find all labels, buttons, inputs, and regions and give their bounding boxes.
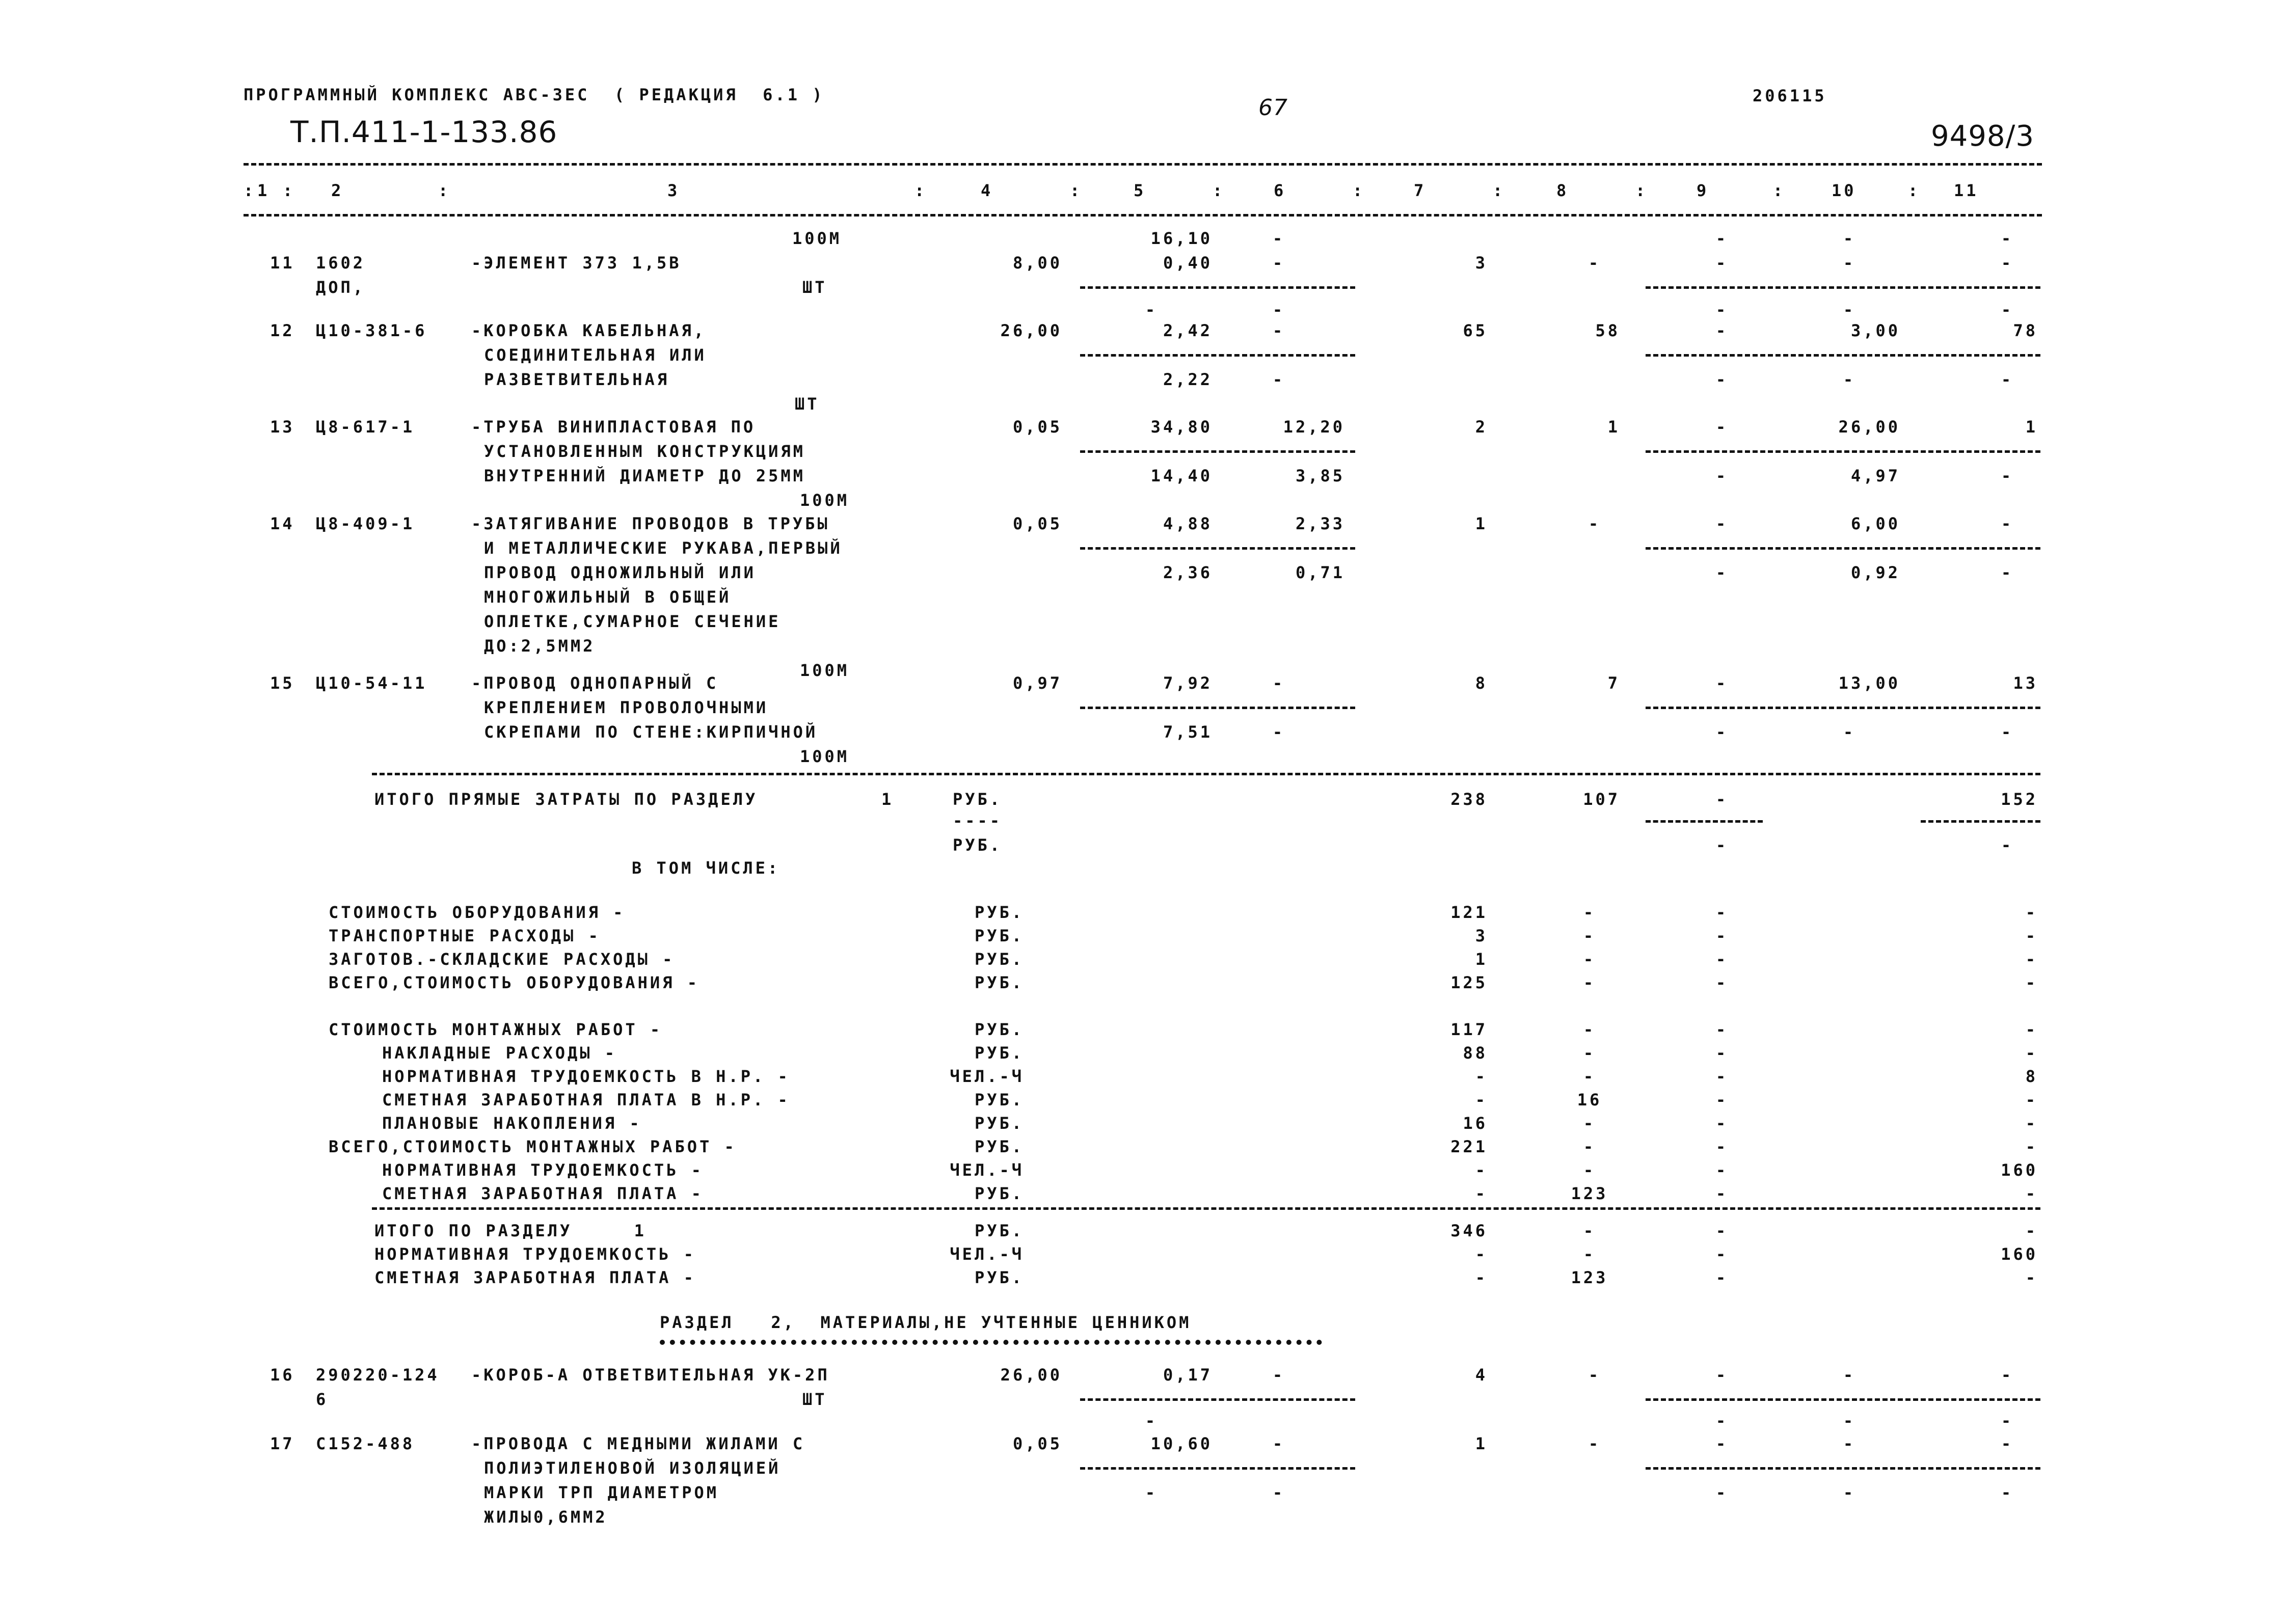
cell-c7: 346 — [1450, 1221, 1488, 1240]
row-name: МАРКИ ТРП ДИАМЕТРОМ — [484, 1483, 719, 1502]
cell-c7: 65 — [1463, 321, 1488, 340]
unit: РУБ. — [974, 950, 1024, 969]
cell-c9: - — [1715, 1020, 1729, 1039]
cell-c4: 26,00 — [1000, 1365, 1062, 1385]
row-code: Ц10-54-11 — [316, 673, 427, 693]
cell-c11: - — [2025, 926, 2038, 945]
page-number: 67 — [1258, 95, 1288, 121]
cell-c9: - — [1715, 563, 1729, 582]
col-separators: : — [244, 181, 256, 200]
cell-c11: - — [2025, 1020, 2038, 1039]
cell-c9: - — [1715, 926, 1729, 945]
unit: ЧЕЛ.-Ч — [950, 1067, 1024, 1086]
total-line-label: СМЕТНАЯ ЗАРАБОТНАЯ ПЛАТА - — [382, 1184, 704, 1203]
including-heading: В ТОМ ЧИСЛЕ: — [632, 858, 781, 878]
unit: РУБ. — [974, 973, 1024, 992]
cell-c11: - — [2025, 903, 2038, 922]
cell-c5: 4,88 — [1163, 514, 1213, 533]
unit: РУБ. — [953, 835, 1003, 855]
row-name: ДО:2,5ММ2 — [484, 636, 596, 656]
cell-rule — [1080, 707, 1355, 709]
cell-c7: 121 — [1450, 903, 1488, 922]
cell-c10: - — [1843, 1434, 1856, 1453]
cell-c5: 0,40 — [1163, 253, 1213, 273]
cell-c9: - — [1715, 300, 1729, 319]
row-number: 17 — [270, 1434, 295, 1453]
cell-c7: - — [1475, 1268, 1488, 1287]
col-sep: : — [1773, 181, 1786, 200]
cell-c7: - — [1475, 1160, 1488, 1180]
cell-rule — [1646, 1398, 2040, 1401]
cell-c10: - — [1843, 370, 1856, 389]
cell-c9: - — [1715, 514, 1729, 533]
cell-rule — [1080, 450, 1355, 453]
cell-rule — [1080, 1467, 1355, 1470]
cell-c9: - — [1715, 1160, 1729, 1180]
cell-c5: 7,51 — [1163, 722, 1213, 742]
unit: 100М — [800, 661, 850, 680]
cell-c8: - — [1583, 1160, 1596, 1180]
total-line-label: ВСЕГО,СТОИМОСТЬ ОБОРУДОВАНИЯ - — [329, 973, 699, 992]
cell-c9: - — [1715, 229, 1729, 248]
cell-c11: 160 — [2001, 1160, 2038, 1180]
cell-c8: - — [1583, 926, 1596, 945]
total-line-label: НОРМАТИВНАЯ ТРУДОЕМКОСТЬ В Н.Р. - — [382, 1067, 790, 1086]
row-name: УСТАНОВЛЕННЫМ КОНСТРУКЦИЯМ — [484, 442, 805, 461]
row-name: -ЭЛЕМЕНТ 373 1,5В — [471, 253, 682, 273]
cell-c7: 221 — [1450, 1137, 1488, 1156]
cell-c8: 123 — [1571, 1184, 1608, 1203]
cell-c11: - — [2001, 1483, 2014, 1502]
dash-mark: ---- — [953, 811, 1003, 830]
cell-c10: 13,00 — [1838, 673, 1900, 693]
row-number: 16 — [270, 1365, 295, 1385]
cell-c5: 0,17 — [1163, 1365, 1213, 1385]
row-code: Ц8-409-1 — [316, 514, 415, 533]
cell-c11: - — [2025, 1043, 2038, 1063]
cell-c8: - — [1583, 903, 1596, 922]
cell-rule — [1646, 286, 2040, 289]
cell-c5: 10,60 — [1150, 1434, 1213, 1453]
cell-c11: - — [2001, 722, 2014, 742]
unit: ЧЕЛ.-Ч — [950, 1244, 1024, 1264]
cell-c8: - — [1588, 514, 1601, 533]
total-line-label: СТОИМОСТЬ МОНТАЖНЫХ РАБОТ - — [329, 1020, 663, 1039]
cell-c11: - — [2001, 1411, 2014, 1430]
cell-rule — [1080, 1398, 1355, 1401]
cell-c7: 4 — [1475, 1365, 1488, 1385]
cell-c11: 160 — [2001, 1244, 2038, 1264]
row-code-suffix: ДОП, — [316, 278, 366, 297]
cell-c6: 12,20 — [1283, 417, 1345, 437]
col-sep: : — [1070, 181, 1083, 200]
cell-c5: 7,92 — [1163, 673, 1213, 693]
cell-rule — [1646, 707, 2040, 709]
document-number: 206115 — [1753, 86, 1827, 105]
cell-c11: - — [2025, 973, 2038, 992]
cell-c4: 0,97 — [1012, 673, 1062, 693]
cell-rule — [1080, 286, 1355, 289]
cell-c10: - — [1843, 1411, 1856, 1430]
cell-c7: 1 — [1475, 1434, 1488, 1453]
cell-c11: - — [2025, 950, 2038, 969]
cell-rule — [1080, 354, 1355, 357]
total-line-label: ЗАГОТОВ.-СКЛАДСКИЕ РАСХОДЫ - — [329, 950, 675, 969]
cell-rule — [1646, 547, 2040, 550]
cell-c6: - — [1272, 300, 1285, 319]
total-line-label: НОРМАТИВНАЯ ТРУДОЕМКОСТЬ - — [382, 1160, 704, 1180]
cell-c11: - — [2001, 563, 2014, 582]
col-11: 11 — [1954, 181, 1979, 200]
row-name: ПРОВОД ОДНОЖИЛЬНЫЙ ИЛИ — [484, 563, 756, 582]
cell-c5: 16,10 — [1150, 229, 1213, 248]
unit: РУБ. — [974, 903, 1024, 922]
cell-c8: 58 — [1595, 321, 1620, 340]
cell-c11: 13 — [2013, 673, 2038, 693]
cell-c10: - — [1843, 1483, 1856, 1502]
row-number: 12 — [270, 321, 295, 340]
cell-c9: - — [1715, 903, 1729, 922]
cell-c7: 238 — [1450, 790, 1488, 809]
row-code: С152-488 — [316, 1434, 415, 1453]
row-code: 1602 — [316, 253, 366, 273]
cell-c9: - — [1715, 1244, 1729, 1264]
cell-c11: - — [2001, 370, 2014, 389]
cell-c7: - — [1475, 1090, 1488, 1109]
row-name: РАЗВЕТВИТЕЛЬНАЯ — [484, 370, 669, 389]
unit: 100М — [800, 747, 850, 766]
unit: ШТ — [802, 1390, 827, 1409]
col-3: 3 — [667, 181, 680, 200]
cell-c6: 2,33 — [1295, 514, 1345, 533]
row-name: ВНУТРЕННИЙ ДИАМЕТР ДО 25ММ — [484, 466, 805, 485]
cell-c11: - — [2025, 1221, 2038, 1240]
col-6: 6 — [1274, 181, 1286, 200]
cell-c5: - — [1145, 300, 1158, 319]
row-name: -ЗАТЯГИВАНИЕ ПРОВОДОВ В ТРУБЫ — [471, 514, 830, 533]
row-name: СОЕДИНИТЕЛЬНАЯ ИЛИ — [484, 345, 707, 365]
cell-c4: 0,05 — [1012, 514, 1062, 533]
cell-c6: - — [1272, 673, 1285, 693]
cell-c8: - — [1583, 973, 1596, 992]
cell-c9: - — [1715, 1137, 1729, 1156]
cell-c11: - — [2025, 1184, 2038, 1203]
cell-c7: 117 — [1450, 1020, 1488, 1039]
cell-c10: - — [1843, 300, 1856, 319]
header-rule-top — [244, 163, 2042, 166]
cell-c6: - — [1272, 253, 1285, 273]
col-5: 5 — [1134, 181, 1146, 200]
cell-c7: - — [1475, 1067, 1488, 1086]
cell-c8: - — [1583, 1244, 1596, 1264]
unit: РУБ. — [974, 1020, 1024, 1039]
cell-c11: - — [2025, 1090, 2038, 1109]
cell-c6: - — [1272, 321, 1285, 340]
row-name: ОПЛЕТКЕ,СУМАРНОЕ СЕЧЕНИЕ — [484, 612, 781, 631]
unit: 100М — [792, 229, 842, 248]
col-sep: : — [1635, 181, 1648, 200]
row-code-suffix: 6 — [316, 1390, 329, 1409]
cell-c9: - — [1715, 466, 1729, 485]
cell-c7: 3 — [1475, 926, 1488, 945]
col-sep: : — [438, 181, 451, 200]
unit: РУБ. — [974, 1114, 1024, 1133]
col-2: 2 — [331, 181, 344, 200]
total-line-label: ВСЕГО,СТОИМОСТЬ МОНТАЖНЫХ РАБОТ - — [329, 1137, 737, 1156]
cell-c6: - — [1272, 722, 1285, 742]
unit: РУБ. — [974, 926, 1024, 945]
cell-c5: 2,42 — [1163, 321, 1213, 340]
cell-c9: - — [1715, 1411, 1729, 1430]
row-name: СКРЕПАМИ ПО СТЕНЕ:КИРПИЧНОЙ — [484, 722, 818, 742]
row-name: И МЕТАЛЛИЧЕСКИЕ РУКАВА,ПЕРВЫЙ — [484, 538, 843, 558]
project-code: Т.П.411-1-133.86 — [290, 115, 558, 149]
cell-c8: - — [1583, 1221, 1596, 1240]
cell-c10: 26,00 — [1838, 417, 1900, 437]
cell-c9: - — [1715, 835, 1729, 855]
cell-c10: - — [1843, 253, 1856, 273]
row-name: -ПРОВОДА С МЕДНЫМИ ЖИЛАМИ С — [471, 1434, 805, 1453]
cell-c8: 123 — [1571, 1268, 1608, 1287]
row-name: -ПРОВОД ОДНОПАРНЫЙ С — [471, 673, 719, 693]
program-title: ПРОГРАММНЫЙ КОМПЛЕКС АВС-ЗЕС ( РЕДАКЦИЯ 6.1 ) — [244, 85, 825, 104]
cell-c8: - — [1583, 1067, 1596, 1086]
cell-c8: - — [1583, 1114, 1596, 1133]
cell-rule — [1646, 820, 1763, 823]
cell-c4: 0,05 — [1012, 417, 1062, 437]
cell-c6: 3,85 — [1295, 466, 1345, 485]
cell-c5: 2,22 — [1163, 370, 1213, 389]
section-2-underline — [660, 1340, 1322, 1345]
cell-c8: - — [1583, 1137, 1596, 1156]
row-name: -КОРОБ-А ОТВЕТВИТЕЛЬНАЯ УК-2П — [471, 1365, 830, 1385]
cell-rule — [1646, 354, 2040, 357]
cell-c9: - — [1715, 673, 1729, 693]
unit: РУБ. — [974, 1268, 1024, 1287]
row-code: Ц8-617-1 — [316, 417, 415, 437]
cell-c6: - — [1272, 1434, 1285, 1453]
cell-c9: - — [1715, 1221, 1729, 1240]
col-10: 10 — [1832, 181, 1856, 200]
total-line-label: СТОИМОСТЬ ОБОРУДОВАНИЯ - — [329, 903, 626, 922]
unit: РУБ. — [953, 790, 1003, 809]
row-name: -ТРУБА ВИНИПЛАСТОВАЯ ПО — [471, 417, 756, 437]
cell-c11: - — [2001, 835, 2014, 855]
cell-c6: - — [1272, 370, 1285, 389]
cell-c11: - — [2001, 1434, 2014, 1453]
cell-c7: 3 — [1475, 253, 1488, 273]
col-sep: : — [1908, 181, 1921, 200]
unit: РУБ. — [974, 1184, 1024, 1203]
total-label: ИТОГО ПРЯМЫЕ ЗАТРАТЫ ПО РАЗДЕЛУ — [374, 790, 758, 809]
cell-c10: 0,92 — [1850, 563, 1900, 582]
cell-c7: - — [1475, 1244, 1488, 1264]
cell-c9: - — [1715, 722, 1729, 742]
total-section-number: 1 — [881, 790, 894, 809]
total-line-label: НОРМАТИВНАЯ ТРУДОЕМКОСТЬ - — [374, 1244, 696, 1264]
cell-c9: - — [1715, 790, 1729, 809]
cell-c7: - — [1475, 1184, 1488, 1203]
cell-c9: - — [1715, 950, 1729, 969]
row-name: МНОГОЖИЛЬНЫЙ В ОБЩЕЙ — [484, 587, 732, 607]
cell-c5: - — [1145, 1483, 1158, 1502]
cell-c9: - — [1715, 973, 1729, 992]
cell-c11: 78 — [2013, 321, 2038, 340]
cell-rule — [1921, 820, 2040, 823]
cell-c7: 8 — [1475, 673, 1488, 693]
total-line-label: ИТОГО ПО РАЗДЕЛУ 1 — [374, 1221, 647, 1240]
cell-c10: 4,97 — [1850, 466, 1900, 485]
cell-c6: - — [1272, 229, 1285, 248]
header-rule-bottom — [244, 214, 2042, 216]
cell-c6: - — [1272, 1483, 1285, 1502]
cell-c8: 16 — [1577, 1090, 1602, 1109]
cell-c10: - — [1843, 229, 1856, 248]
cell-c11: - — [2001, 466, 2014, 485]
total-line-label: НАКЛАДНЫЕ РАСХОДЫ - — [382, 1043, 617, 1063]
col-sep: : — [1353, 181, 1365, 200]
total-line-label: СМЕТНАЯ ЗАРАБОТНАЯ ПЛАТА - — [374, 1268, 696, 1287]
cell-c9: - — [1715, 417, 1729, 437]
cell-c8: - — [1588, 1365, 1601, 1385]
cell-c9: - — [1715, 1090, 1729, 1109]
row-code: Ц10-381-6 — [316, 321, 427, 340]
cell-c11: - — [2001, 253, 2014, 273]
row-name: -КОРОБКА КАБЕЛЬНАЯ, — [471, 321, 707, 340]
cell-c7: 125 — [1450, 973, 1488, 992]
cell-c4: 0,05 — [1012, 1434, 1062, 1453]
row-number: 13 — [270, 417, 295, 437]
row-name: КРЕПЛЕНИЕМ ПРОВОЛОЧНЫМИ — [484, 698, 769, 717]
cell-c6: 0,71 — [1295, 563, 1345, 582]
row-number: 15 — [270, 673, 295, 693]
row-name: ЖИЛЫ0,6ММ2 — [484, 1507, 608, 1527]
cell-c7: 2 — [1475, 417, 1488, 437]
cell-rule — [1080, 547, 1355, 550]
col-sep: : — [914, 181, 927, 200]
total-line-label: ПЛАНОВЫЕ НАКОПЛЕНИЯ - — [382, 1114, 642, 1133]
cell-c8: 7 — [1607, 673, 1620, 693]
cell-c9: - — [1715, 1114, 1729, 1133]
cell-rule — [1646, 1467, 2040, 1470]
cell-c11: - — [2001, 300, 2014, 319]
cell-c11: - — [2001, 229, 2014, 248]
total-line-label: СМЕТНАЯ ЗАРАБОТНАЯ ПЛАТА В Н.Р. - — [382, 1090, 790, 1109]
cell-c11: - — [2025, 1137, 2038, 1156]
cell-c8: - — [1583, 1043, 1596, 1063]
section-total-rule — [372, 1207, 2040, 1210]
cell-c7: 1 — [1475, 950, 1488, 969]
col-7: 7 — [1414, 181, 1427, 200]
cell-c6: - — [1272, 1365, 1285, 1385]
cell-c11: - — [2025, 1114, 2038, 1133]
cell-c9: - — [1715, 1043, 1729, 1063]
cell-c11: - — [2001, 1365, 2014, 1385]
cell-c5: 2,36 — [1163, 563, 1213, 582]
cell-c9: - — [1715, 321, 1729, 340]
cell-c8: - — [1588, 253, 1601, 273]
col-9: 9 — [1697, 181, 1709, 200]
cell-c5: 14,40 — [1150, 466, 1213, 485]
unit: РУБ. — [974, 1090, 1024, 1109]
unit: ШТ — [795, 394, 820, 414]
cell-c7: 16 — [1463, 1114, 1488, 1133]
row-number: 11 — [270, 253, 295, 273]
cell-c8: 1 — [1607, 417, 1620, 437]
unit: 100М — [800, 491, 850, 510]
cell-c9: - — [1715, 1434, 1729, 1453]
cell-c7: 1 — [1475, 514, 1488, 533]
col-1: 1 — [257, 181, 270, 200]
cell-c8: - — [1583, 1020, 1596, 1039]
unit: ЧЕЛ.-Ч — [950, 1160, 1024, 1180]
cell-c11: 8 — [2025, 1067, 2038, 1086]
sheet-number: 9498/3 — [1931, 120, 2035, 153]
cell-c10: 6,00 — [1850, 514, 1900, 533]
unit: РУБ. — [974, 1221, 1024, 1240]
cell-c10: - — [1843, 1365, 1856, 1385]
cell-c10: - — [1843, 722, 1856, 742]
cell-c9: - — [1715, 1483, 1729, 1502]
col-sep: : — [1493, 181, 1505, 200]
cell-c8: - — [1588, 1434, 1601, 1453]
total-line-label: ТРАНСПОРТНЫЕ РАСХОДЫ - — [329, 926, 601, 945]
col-sep: : — [283, 181, 295, 200]
cell-rule — [1646, 450, 2040, 453]
cell-c10: 3,00 — [1850, 321, 1900, 340]
row-code: 290220-124 — [316, 1365, 440, 1385]
section-2-title: РАЗДЕЛ 2, МАТЕРИАЛЫ,НЕ УЧТЕННЫЕ ЦЕННИКОМ — [660, 1313, 1192, 1332]
cell-c9: - — [1715, 1184, 1729, 1203]
cell-c9: - — [1715, 253, 1729, 273]
cell-c8: - — [1583, 950, 1596, 969]
cell-c4: 8,00 — [1012, 253, 1062, 273]
cell-c11: 152 — [2001, 790, 2038, 809]
unit: РУБ. — [974, 1137, 1024, 1156]
unit: РУБ. — [974, 1043, 1024, 1063]
totals-rule — [372, 773, 2040, 775]
unit: ШТ — [802, 278, 827, 297]
cell-c9: - — [1715, 1365, 1729, 1385]
col-sep: : — [1213, 181, 1225, 200]
cell-c8: 107 — [1583, 790, 1620, 809]
row-number: 14 — [270, 514, 295, 533]
cell-c11: - — [2001, 514, 2014, 533]
cell-c11: 1 — [2025, 417, 2038, 437]
cell-c9: - — [1715, 370, 1729, 389]
col-8: 8 — [1556, 181, 1569, 200]
cell-c11: - — [2025, 1268, 2038, 1287]
row-name: ПОЛИЭТИЛЕНОВОЙ ИЗОЛЯЦИЕЙ — [484, 1458, 781, 1478]
cell-c9: - — [1715, 1268, 1729, 1287]
cell-c9: - — [1715, 1067, 1729, 1086]
cell-c7: 88 — [1463, 1043, 1488, 1063]
cell-c5: 34,80 — [1150, 417, 1213, 437]
cell-c5: - — [1145, 1411, 1158, 1430]
col-4: 4 — [981, 181, 993, 200]
cell-c4: 26,00 — [1000, 321, 1062, 340]
